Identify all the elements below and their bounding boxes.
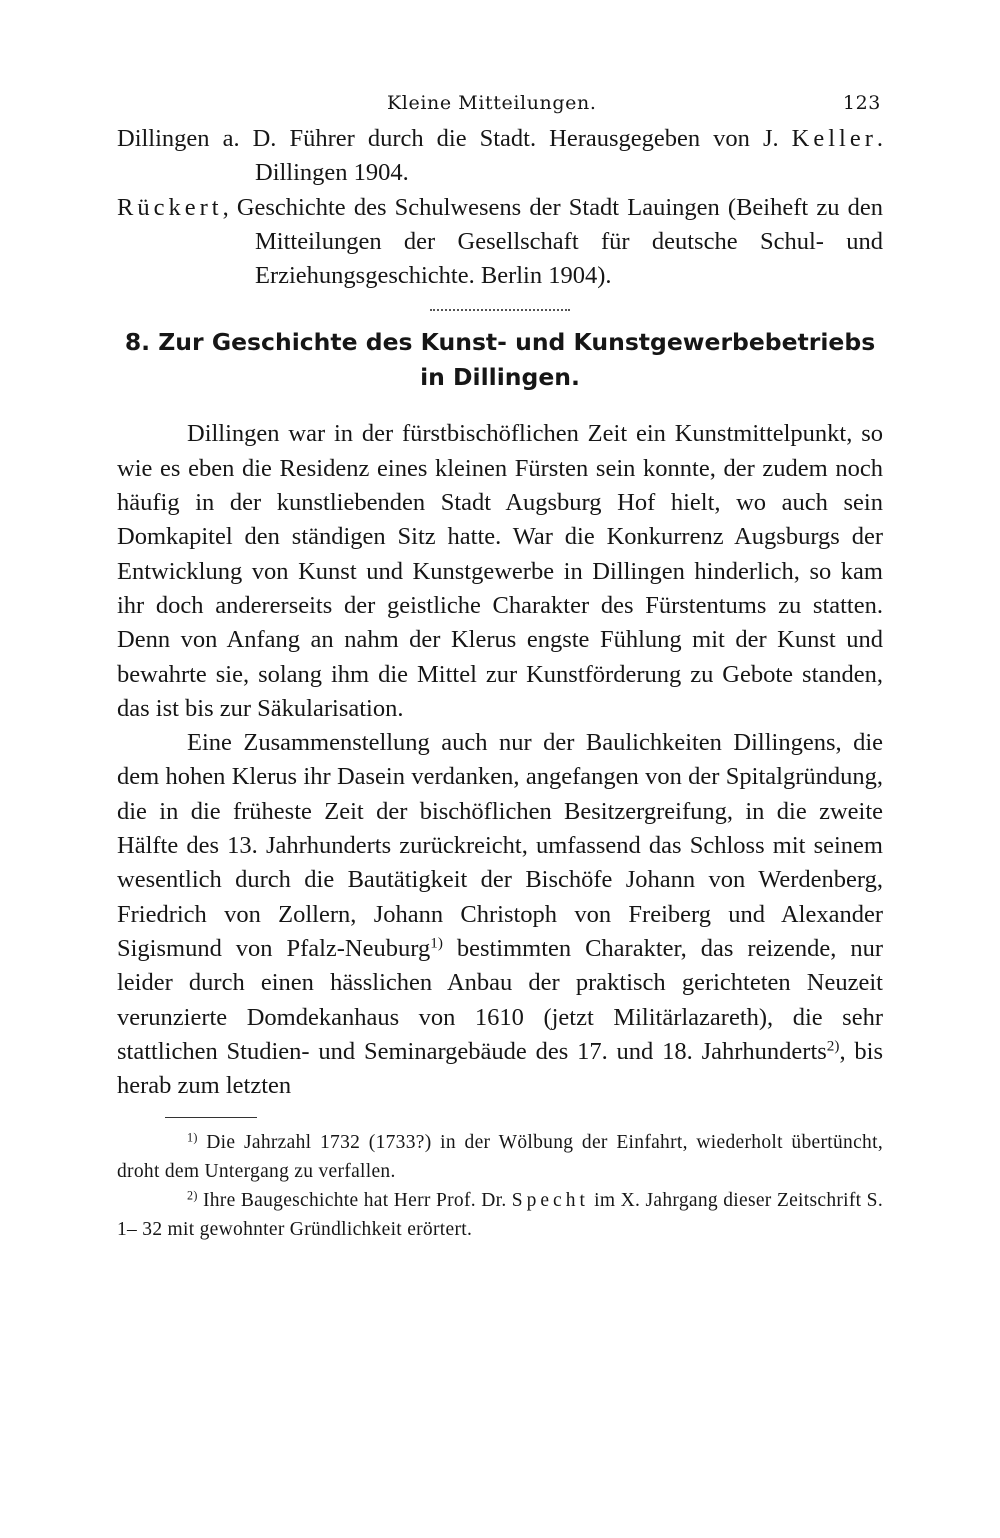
bibliography-entry [117, 191, 883, 294]
bibliography-entry [117, 122, 883, 191]
running-header [117, 88, 883, 122]
paragraph-text: bestimmten Charakter, das reizende, nur leider durch einen hässlichen Anbau der praktisch gerichteten Neuzeit verunzierte Domdekanhaus von 1610 (jetzt Militärlazareth), die sehr stattlichen Studien- und Seminargebäude des 17. und 18. Jahrhunderts [117, 934, 883, 1065]
section-heading [117, 325, 883, 395]
section-divider [430, 309, 570, 311]
paragraph-text: , bis herab zum letzten [117, 1037, 883, 1100]
footnote-name: Specht [511, 1190, 589, 1212]
running-title: Kleine Mitteilungen. [387, 92, 597, 114]
footnote-marker: 1) [187, 1130, 198, 1145]
footnote-text: Ihre Baugeschichte hat Herr Prof. Dr. [197, 1190, 512, 1212]
entry-text: , Geschichte des Schulwesens der Stadt Lauingen (Beiheft zu den Mitteilungen der Gesellschaft für deutsche Schul- und Erziehungsgeschichte. Berlin 1904). [222, 193, 883, 290]
footnote-text: Die Jahrzahl 1732 (1733?) in der Wölbung der Einfahrt, wiederholt übertüncht, droht dem Untergang zu verfallen. [117, 1132, 883, 1183]
entry-text-end: . Dillingen 1904. [255, 125, 883, 187]
entry-text: a. D. Führer durch die Stadt. Herausgegeben von J. [209, 125, 792, 152]
entry-editor: Keller [791, 125, 877, 152]
book-page [117, 88, 883, 1244]
footnote-text-end: im X. Jahrgang dieser Zeitschrift S. 1– 32 mit gewohnter Gründlichkeit erörtert. [117, 1190, 883, 1241]
section-heading-line1: 8. Zur Geschichte des Kunst- und Kunstgewerbebetriebs [124, 328, 876, 357]
body-paragraph: Dillingen war in der fürstbischöflichen Zeit ein Kunstmittelpunkt, so wie es eben die Residenz eines kleinen Fürsten sein konnte, der zudem noch häufig in der kunstliebenden Stadt Augsburg Hof hielt, wo auch sein Domkapitel den ständigen Sitz hatte. War die Konkurrenz Augsburgs der Entwicklung von Kunst und Kunstgewerbe in Dillingen hinderlich, so kam ihr doch andererseits der geistliche Charakter des Fürstentums zu statten. Denn von Anfang an nahm der Klerus engste Fühlung mit der Kunst und bewahrte sie, solang ihm die Mittel zur Kunstförderung zu Gebote standen, das ist bis zur Säkularisation. [117, 420, 883, 722]
body-paragraph [117, 726, 883, 1103]
footnote-ref: 2) [826, 1037, 840, 1055]
bibliography [117, 122, 883, 293]
entry-author: Rückert [117, 193, 223, 221]
footnote-ref: 1) [430, 934, 443, 952]
entry-author: Dillingen [117, 125, 210, 152]
paragraph-text: Eine Zusammenstellung auch nur der Baulichkeiten Dillingens, die dem hohen Klerus ihr Dasein verdanken, angefangen von der Spitalgründung, die in die früheste Zeit der bischöflichen Besitzergreifung, in die zweite Hälfte des 13. Jahrhunderts zurückreicht, umfassend das Schloss mit seinem wesentlich durch die Bautätigkeit der Bischöfe Johann von Werdenberg, Friedrich von Zollern, Johann Christoph von Freiberg und Alexander Sigismund von Pfalz-Neuburg [117, 729, 883, 962]
footnote-marker: 2) [187, 1188, 198, 1203]
page-number: 123 [842, 92, 881, 114]
footnotes [117, 1128, 883, 1244]
footnote [117, 1186, 883, 1244]
footnote [117, 1128, 883, 1186]
footnote-rule [165, 1117, 257, 1118]
section-heading-line2: in Dillingen. [420, 363, 580, 392]
